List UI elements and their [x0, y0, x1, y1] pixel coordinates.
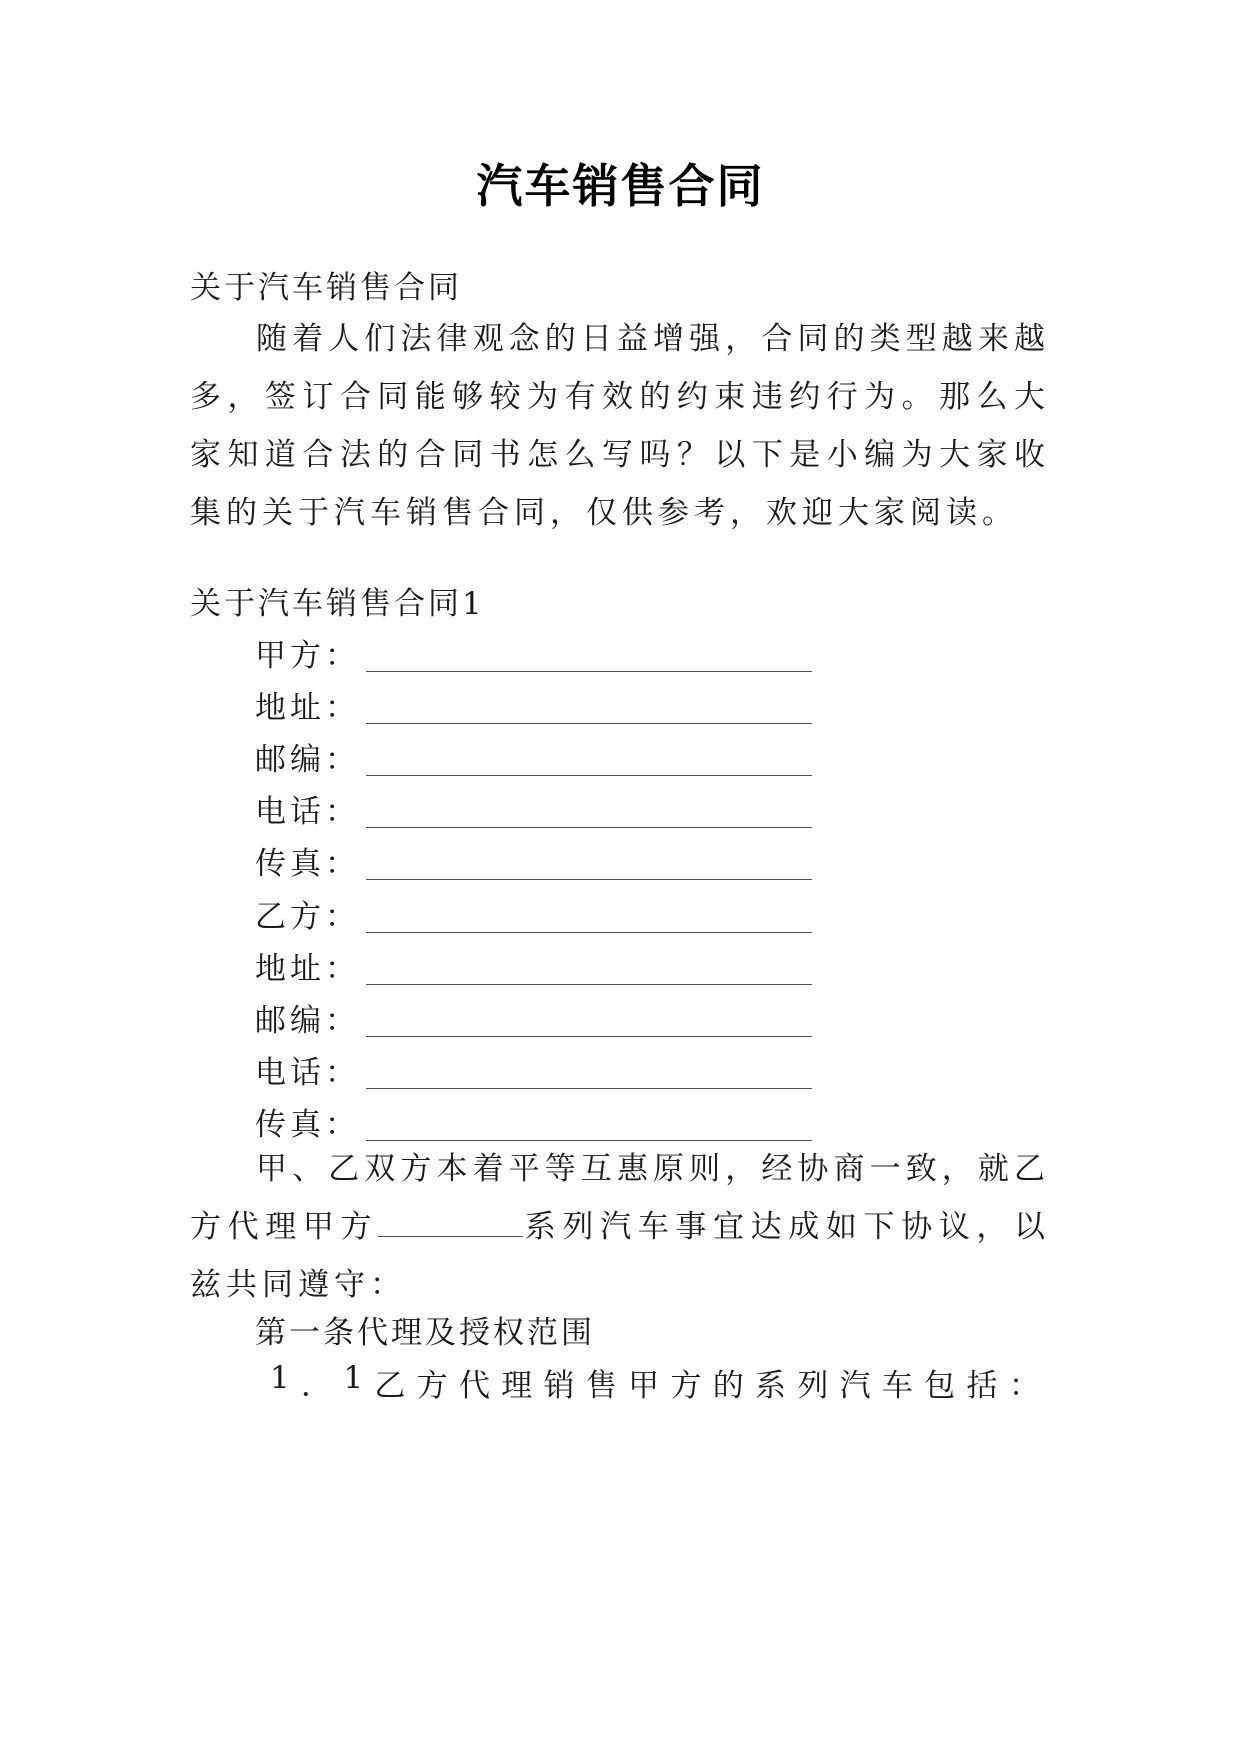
char: 1: [270, 1360, 290, 1396]
intro-paragraph: 随着人们法律观念的日益增强，合同的类型越来越多，签订合同能够较为有效的约束违约行为。那么大家知道合法的合同书怎么写吗？以下是小编为大家收集的关于汽车销售合同，仅供参考，欢迎大家阅读。: [190, 321, 1050, 531]
field-fax-b: [255, 1099, 812, 1144]
char: 乙: [374, 1368, 406, 1404]
char: 汽: [839, 1368, 871, 1404]
char: 包: [924, 1368, 956, 1404]
field-party-a: [255, 630, 812, 675]
field-fax-a: [255, 838, 812, 883]
field-label: 电话：: [255, 1055, 360, 1091]
field-label: 地址：: [255, 690, 360, 726]
char: 代: [458, 1368, 490, 1404]
field-party-b: [255, 891, 812, 936]
blank-line: [366, 1035, 812, 1037]
blank-line: [366, 931, 812, 933]
agreement-text-1: 甲、乙双方本着平等互惠原则，经协商一致，就乙方代理甲方: [190, 1151, 1050, 1245]
field-postcode-a: [255, 734, 812, 779]
char: 的: [712, 1368, 744, 1404]
article-1-heading: 第一条代理及授权范围: [255, 1315, 595, 1351]
field-label: 传真：: [255, 846, 360, 882]
blank-line: [366, 983, 812, 985]
field-phone-b: [255, 1047, 812, 1092]
document-title: 汽车销售合同: [476, 159, 765, 213]
char: 理: [501, 1368, 533, 1404]
subtitle: 关于汽车销售合同: [190, 270, 462, 306]
char: 售: [585, 1368, 617, 1404]
char: 车: [881, 1368, 913, 1404]
char: 1: [343, 1360, 364, 1396]
field-label: 邮编：: [255, 1003, 360, 1039]
field-address-b: [255, 943, 812, 988]
field-postcode-b: [255, 995, 812, 1040]
char: 括: [966, 1368, 998, 1404]
char: 方: [416, 1368, 448, 1404]
blank-line: [366, 774, 812, 776]
agreement-paragraph: [190, 1140, 1050, 1314]
field-address-a: [255, 682, 812, 727]
field-label: 甲方：: [255, 638, 360, 674]
char: 系: [755, 1368, 787, 1404]
field-phone-a: [255, 786, 812, 831]
field-label: 电话：: [255, 794, 360, 830]
blank-line: [366, 722, 812, 724]
field-label: 乙方：: [255, 899, 360, 935]
article-1-1: [270, 1360, 1040, 1405]
field-label: 邮编：: [255, 742, 360, 778]
blank-line: [366, 1087, 812, 1089]
blank-line: [378, 1235, 523, 1237]
char: ：: [1008, 1368, 1040, 1404]
blank-line: [366, 826, 812, 828]
section-heading: 关于汽车销售合同1: [190, 586, 485, 622]
blank-line: [366, 878, 812, 880]
char: 方: [670, 1368, 702, 1404]
field-label: 传真：: [255, 1107, 360, 1143]
char: 列: [797, 1368, 829, 1404]
char: 甲: [628, 1368, 660, 1404]
blank-line: [366, 670, 812, 672]
agreement-text-2: 系列汽车事宜达成如下协议，以兹共同遵守：: [190, 1209, 1051, 1303]
field-label: 地址：: [255, 951, 360, 987]
char: ．: [301, 1368, 333, 1404]
char: 销: [543, 1368, 575, 1404]
